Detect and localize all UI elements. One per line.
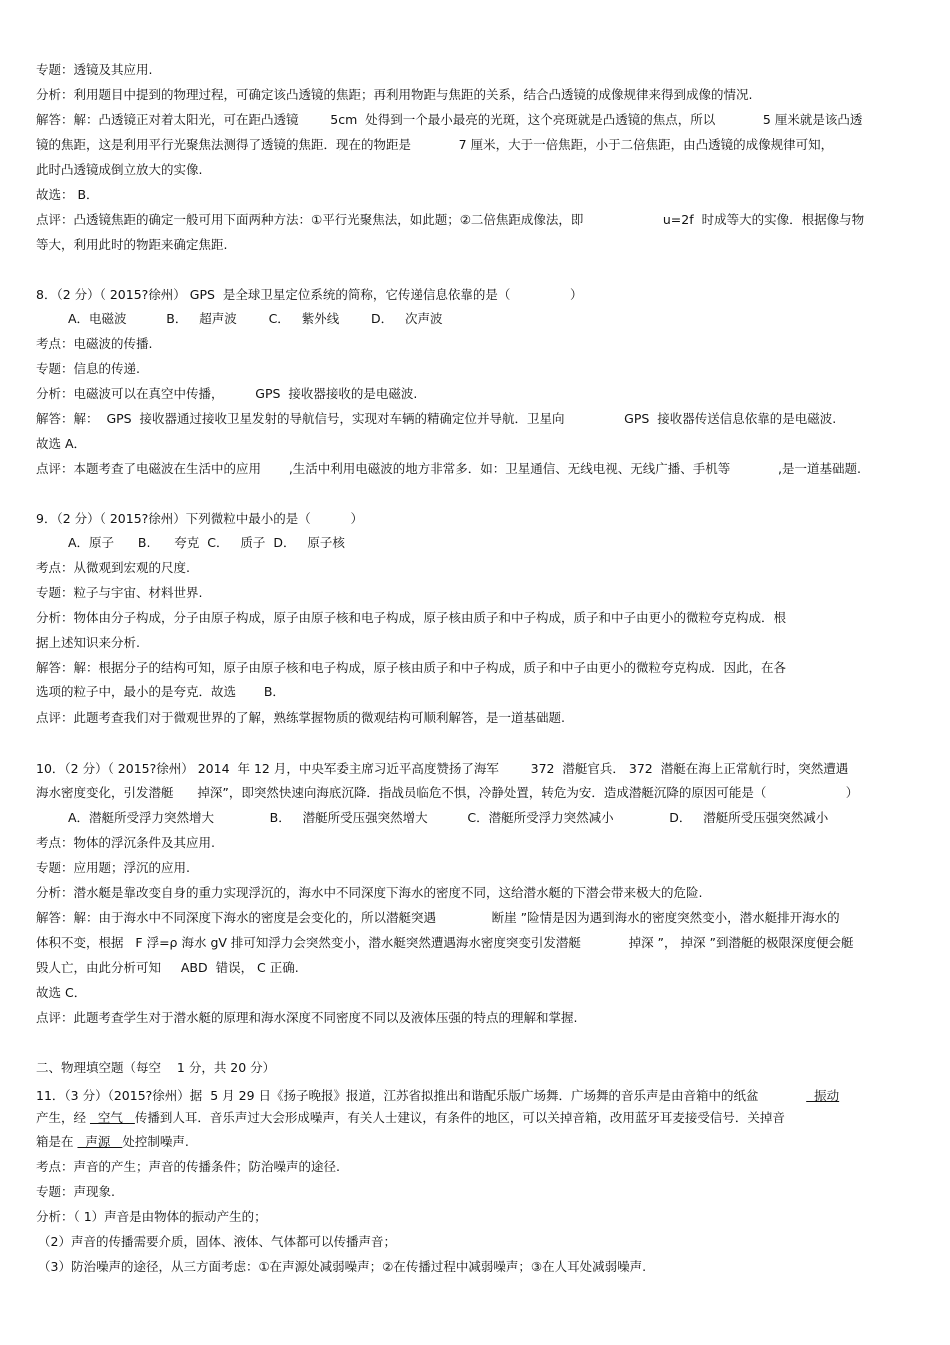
text-line: 考点：声音的产生；声音的传播条件；防治噪声的途径. [36,1159,340,1174]
text-line: 点评：凸透镜焦距的确定一般可用下面两种方法：①平行光聚焦法，如此题；②二倍焦距成像法，即 u=2f 时成等大的实像．根据像与物 [36,212,865,227]
question-9: 9．（2 分）（ 2015?徐州）下列微粒中最小的是（ ） [36,511,364,526]
text-line: 解答：解：根据分子的结构可知，原子由原子核和电子构成，原子核由质子和中子构成，质子和中子由更小的微粒夸克构成．因此，在各 [36,660,787,675]
text-line [36,1132,916,1152]
text-fragment: 传播到人耳．音乐声过大会形成噪声，有关人士建议，有条件的地区，可以关掉音箱，改用蓝牙耳麦接受信号．关掉音 [134,1110,785,1125]
text-line: 解答：解：凸透镜正对着太阳光，可在距凸透镜 5cm 处得到一个最小最亮的光斑，这个亮斑就是凸透镜的焦点，所以 5 厘米就是该凸透 [36,112,863,127]
text-fragment: 箱是在 [36,1134,78,1149]
text-line: （2）声音的传播需要介质，固体、液体、气体都可以传播声音； [38,1234,396,1249]
text-line: 解答：解：由于海水中不同深度下海水的密度是会变化的，所以潜艇突遇 断崖 ”险情是因为遇到海水的密度突然变小，潜水艇排开海水的 [36,910,840,925]
answer-blank: 空气 [89,1110,135,1125]
text-line [36,1108,916,1128]
text-line: 毁人亡，由此分析可知 ABD 错误， C 正确. [36,960,299,975]
question-8: 8．（2 分）（ 2015?徐州） GPS 是全球卫星定位系统的简称，它传递信息依靠的是（ ） [36,287,583,302]
text-line: 点评：此题考查我们对于微观世界的了解，熟练掌握物质的微观结构可顺利解答，是一道基础题. [36,710,565,725]
text-line: 分析：利用题目中提到的物理过程，可确定该凸透镜的焦距；再利用物距与焦距的关系，结合凸透镜的成像规律来得到成像的情况. [36,87,753,102]
text-line: 解答：解： GPS 接收器通过接收卫星发射的导航信号，实现对车辆的精确定位并导航．卫星向 GPS 接收器传送信息依靠的是电磁波. [36,411,837,426]
text-line: 专题：信息的传递. [36,361,140,376]
text-line: 镜的焦距，这是利用平行光聚焦法测得了透镜的焦距．现在的物距是 7 厘米，大于一倍焦距，小于二倍焦距，由凸透镜的成像规律可知， [36,137,834,152]
answer-blank: 振动 [806,1088,840,1103]
text-line: 专题：声现象. [36,1184,115,1199]
question-10: 10．（2 分）（ 2015?徐州） 2014 年 12 月，中央军委主席习近平高度赞扬了海军 372 潜艇官兵． 372 潜艇在海上正常航行时，突然遭遇 [36,761,849,776]
text-line: 点评：此题考查学生对于潜水艇的原理和海水深度不同密度不同以及液体压强的特点的理解和掌握. [36,1010,578,1025]
text-line: 此时凸透镜成倒立放大的实像. [36,162,203,177]
text-line: 考点：电磁波的传播. [36,336,153,351]
text-line: 故选 C． [36,985,87,1000]
text-line: 分析：潜水艇是靠改变自身的重力实现浮沉的，海水中不同深度下海水的密度不同，这给潜水艇的下潜会带来极大的危险. [36,885,703,900]
text-line: 点评：本题考查了电磁波在生活中的应用 ,生活中利用电磁波的地方非常多．如：卫星通信、无线电视、无线广播、手机等 ,是一道基础题. [36,461,861,476]
text-fragment: 11．（3 分）（2015?徐州）据 5 月 29 日《扬子晚报》报道，江苏省拟推出和谐配乐版广场舞．广场舞的音乐声是由音箱中的纸盆 [36,1088,807,1103]
text-line: 据上述知识来分析. [36,635,140,650]
text-line: （3）防治噪声的途径，从三方面考虑：①在声源处减弱噪声；②在传播过程中减弱噪声；③在人耳处减弱噪声. [38,1259,647,1274]
text-line: 专题：应用题；浮沉的应用. [36,860,190,875]
text-line: 故选 A． [36,436,87,451]
question-9-options: A．原子 B. 夸克 C． 质子 D． 原子核 [68,535,345,550]
text-fragment: 处控制噪声. [122,1134,189,1149]
text-line: 分析：电磁波可以在真空中传播， GPS 接收器接收的是电磁波. [36,386,418,401]
text-line: 体积不变，根据 F 浮=ρ 海水 gV 排可知浮力会突然变小，潜水艇突然遭遇海水密度突变引发潜艇 掉深 ”， 掉深 ”到潜艇的极限深度便会艇 [36,935,854,950]
text-fragment: 产生，经 [36,1110,90,1125]
text-line: 选项的粒子中，最小的是夸克．故选 B． [36,684,285,699]
text-line: 专题：透镜及其应用. [36,62,153,77]
text-line: 分析：（ 1）声音是由物体的振动产生的； [36,1209,267,1224]
text-line: 考点：从微观到宏观的尺度. [36,560,190,575]
text-line: 考点：物体的浮沉条件及其应用. [36,835,215,850]
text-line: 分析：物体由分子构成，分子由原子构成，原子由原子核和电子构成，原子核由质子和中子构成，质子和中子由更小的微粒夸克构成．根 [36,610,787,625]
question-10-options: A．潜艇所受浮力突然增大 B． 潜艇所受压强突然增大 C．潜艇所受浮力突然减小 D． 潜艇所受压强突然减小 [68,810,829,825]
text-line: 专题：粒子与宇宙、材料世界. [36,585,203,600]
section-heading: 二、物理填空题（每空 1 分，共 20 分） [36,1060,276,1075]
text-line: 等大，利用此时的物距来确定焦距. [36,237,228,252]
answer-blank: 声源 [77,1134,123,1149]
question-8-options: A．电磁波 B． 超声波 C． 紫外线 D． 次声波 [68,311,443,326]
question-11 [36,1086,916,1106]
text-line: 海水密度变化，引发潜艇 掉深”，即突然快速向海底沉降．指战员临危不惧，冷静处置，转危为安．造成潜艇沉降的原因可能是（ ） [36,785,859,800]
text-line: 故选： B． [36,187,99,202]
